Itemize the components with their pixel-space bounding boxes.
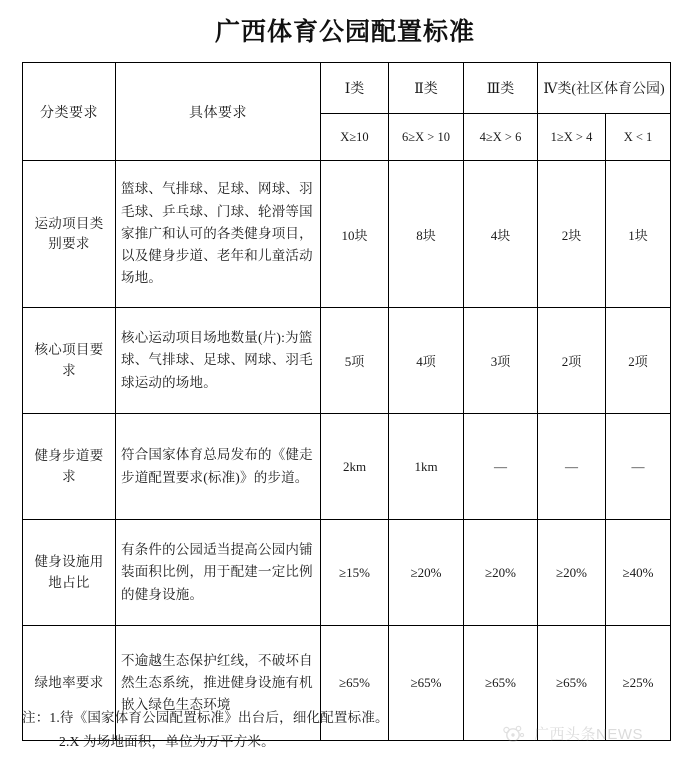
- row-value-class5: 1块: [606, 161, 671, 308]
- row-value-class4: ≥20%: [538, 520, 606, 626]
- header-row-class: [23, 63, 671, 114]
- header-class-4-community: Ⅳ类(社区体育公园): [538, 63, 671, 114]
- row-value-class3: ≥20%: [464, 520, 538, 626]
- row-value-class1: ≥65%: [321, 626, 389, 741]
- footnotes: [22, 706, 542, 753]
- row-category: 核心项目要求: [23, 308, 116, 414]
- header-range-1: X≥10: [321, 114, 389, 161]
- news-logo-icon: [500, 722, 526, 744]
- header-class-3: Ⅲ类: [464, 63, 538, 114]
- table-row: [23, 161, 671, 308]
- row-value-class4: —: [538, 414, 606, 520]
- table-row: [23, 308, 671, 414]
- header-range-4: 1≥X > 4: [538, 114, 606, 161]
- row-value-class5: 2项: [606, 308, 671, 414]
- watermark-label: 广西头条NEWS: [534, 725, 644, 743]
- row-value-class2: 8块: [389, 161, 464, 308]
- row-category: 绿地率要求: [23, 626, 116, 741]
- row-value-class5: ≥25%: [606, 626, 671, 741]
- header-class-2: Ⅱ类: [389, 63, 464, 114]
- footnote-2: 2.X 为场地面积，单位为万平方米。: [59, 733, 275, 749]
- table-row: [23, 414, 671, 520]
- row-category: 健身步道要求: [23, 414, 116, 520]
- row-detail: 有条件的公园适当提高公园内铺装面积比例，用于配建一定比例的健身设施。: [116, 520, 321, 626]
- row-detail: 不逾越生态保护红线，不破坏自然生态系统，推进健身设施有机嵌入绿色生态环境: [116, 626, 321, 741]
- header-class-1: Ⅰ类: [321, 63, 389, 114]
- row-category: 健身设施用地占比: [23, 520, 116, 626]
- standards-table-container: [22, 62, 670, 741]
- row-value-class3: ≥65%: [464, 626, 538, 741]
- row-value-class1: ≥15%: [321, 520, 389, 626]
- standards-table: [22, 62, 671, 741]
- row-value-class2: ≥20%: [389, 520, 464, 626]
- table-body: [23, 161, 671, 741]
- row-category: 运动项目类别要求: [23, 161, 116, 308]
- row-detail: 篮球、气排球、足球、网球、羽毛球、乒乓球、门球、轮滑等国家推广和认可的各类健身项目，以及健身步道、老年和儿童活动场地。: [116, 161, 321, 308]
- row-value-class3: —: [464, 414, 538, 520]
- footnote-1: 注：1.待《国家体育公园配置标准》出台后，细化配置标准。: [22, 710, 389, 725]
- page-title: 广西体育公园配置标准: [214, 19, 475, 46]
- table-header: [23, 63, 671, 161]
- row-value-class4: 2项: [538, 308, 606, 414]
- row-value-class4: ≥65%: [538, 626, 606, 741]
- row-value-class2: ≥65%: [389, 626, 464, 741]
- header-category-requirement: 分类要求: [23, 63, 116, 161]
- row-value-class3: 4块: [464, 161, 538, 308]
- row-detail: 核心运动项目场地数量(片):为篮球、气排球、足球、网球、羽毛球运动的场地。: [116, 308, 321, 414]
- table-row: [23, 520, 671, 626]
- watermark: [500, 722, 643, 744]
- row-value-class5: —: [606, 414, 671, 520]
- row-value-class1: 10块: [321, 161, 389, 308]
- header-range-5: X < 1: [606, 114, 671, 161]
- header-range-2: 6≥X > 10: [389, 114, 464, 161]
- header-detail-requirement: 具体要求: [116, 63, 321, 161]
- row-value-class3: 3项: [464, 308, 538, 414]
- row-value-class5: ≥40%: [606, 520, 671, 626]
- row-detail: 符合国家体育总局发布的《健走步道配置要求(标准)》的步道。: [116, 414, 321, 520]
- row-value-class2: 4项: [389, 308, 464, 414]
- row-value-class1: 5项: [321, 308, 389, 414]
- header-range-3: 4≥X > 6: [464, 114, 538, 161]
- row-value-class4: 2块: [538, 161, 606, 308]
- row-value-class1: 2km: [321, 414, 389, 520]
- row-value-class2: 1km: [389, 414, 464, 520]
